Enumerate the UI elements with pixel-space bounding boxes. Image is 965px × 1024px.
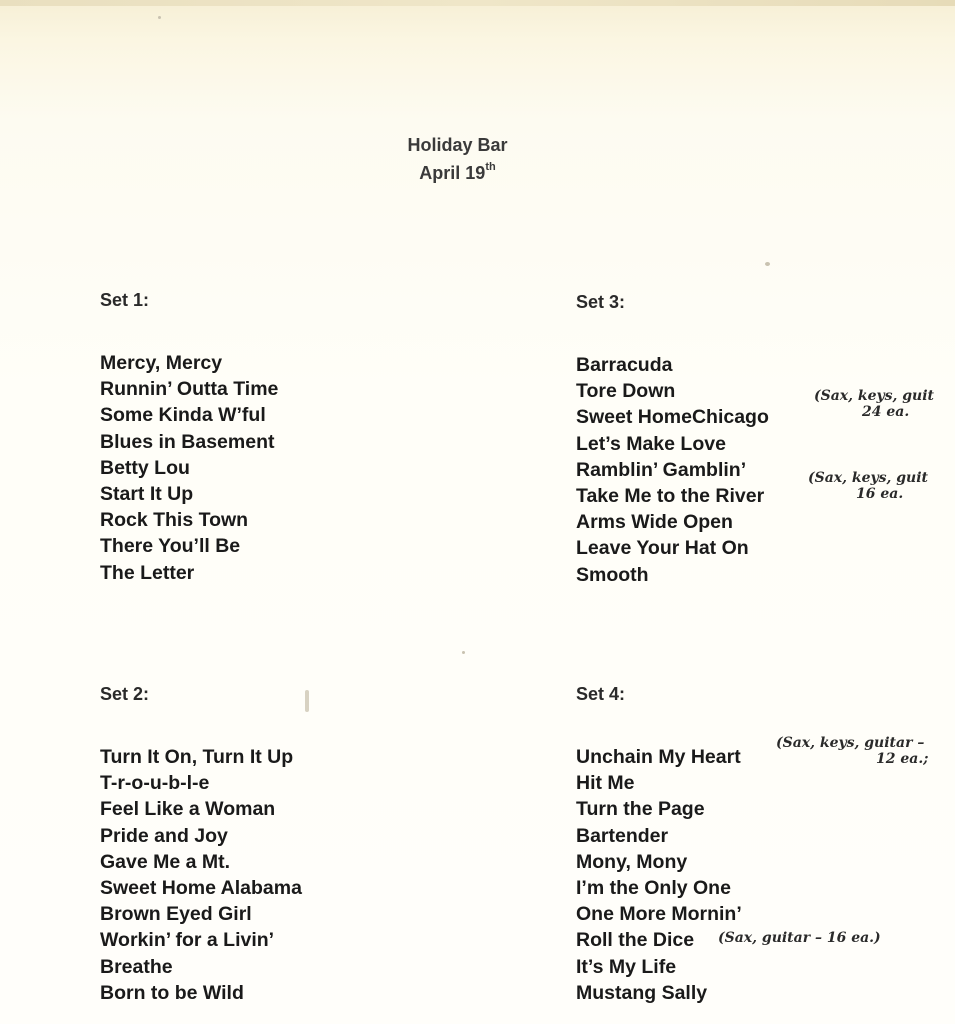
song-item: Pride and Joy	[100, 824, 228, 847]
song-item	[576, 927, 881, 953]
set-3	[576, 290, 935, 588]
song-item: Arms Wide Open	[576, 511, 733, 534]
scan-margin	[955, 0, 965, 1024]
song-item: Workin’ for a Livin’	[100, 929, 275, 952]
song-item: There You’ll Be	[100, 535, 241, 558]
song-item: The Letter	[100, 561, 195, 584]
paper-speck	[462, 651, 465, 654]
paper-speck	[158, 16, 161, 19]
song-item: Brown Eyed Girl	[100, 903, 252, 926]
song-item: Turn It On, Turn It Up	[100, 746, 294, 768]
handwritten-note	[808, 470, 928, 502]
handwritten-note	[814, 388, 934, 420]
event-date-main: April 19	[419, 163, 486, 183]
set-4	[576, 682, 929, 1006]
set-2	[100, 682, 302, 1006]
note-line: (Sax, keys, guitar –	[776, 735, 925, 751]
song-title: Unchain My Heart	[576, 746, 741, 768]
song-item: Sweet Home Alabama	[100, 876, 302, 899]
song-item: It’s My Life	[576, 955, 677, 978]
set-title: Set 2:	[100, 684, 150, 704]
song-item: Start It Up	[100, 482, 194, 505]
paper-speck	[765, 262, 770, 266]
song-item: Barracuda	[576, 354, 673, 376]
event-date	[340, 157, 575, 185]
song-item: Tore Down	[576, 380, 676, 403]
paper-smudge	[305, 690, 309, 712]
venue-title: Holiday Bar	[407, 135, 508, 155]
set-1	[100, 288, 278, 586]
set-title: Set 4:	[576, 684, 626, 704]
song-item: Feel Like a Woman	[100, 798, 276, 821]
song-list	[100, 350, 278, 586]
song-item: T-r-o-u-b-l-e	[100, 772, 210, 795]
song-list	[100, 744, 302, 1006]
paper-top-edge	[0, 0, 955, 6]
song-item: Mustang Sally	[576, 981, 708, 1004]
song-list	[576, 352, 935, 588]
note-line: 16 ea.	[856, 485, 904, 502]
note-line: 24 ea.	[862, 404, 910, 421]
song-item: Born to be Wild	[100, 981, 244, 1004]
song-item: Rock This Town	[100, 509, 249, 532]
note-line: (Sax, keys, guit	[808, 469, 929, 486]
song-item: Some Kinda W’ful	[100, 404, 266, 427]
song-item: Smooth	[576, 563, 649, 586]
song-item: I’m the Only One	[576, 876, 731, 899]
song-title: Roll the Dice	[576, 929, 695, 952]
note-line: (Sax, keys, guit	[814, 388, 935, 405]
song-item	[576, 735, 929, 770]
song-item: One More Mornin’	[576, 903, 742, 926]
song-item: Betty Lou	[100, 456, 190, 479]
song-item: Mony, Mony	[576, 850, 688, 873]
song-item: Mercy, Mercy	[100, 352, 223, 374]
song-item: Breathe	[100, 955, 173, 978]
song-title: Take Me to the River	[576, 484, 765, 507]
set-title: Set 1:	[100, 290, 150, 310]
page-header	[340, 133, 575, 185]
handwritten-note: (Sax, guitar – 16 ea.)	[718, 930, 881, 947]
song-item: Bartender	[576, 824, 669, 847]
song-item: Runnin’ Outta Time	[100, 378, 279, 401]
note-line: 12 ea.;	[876, 751, 929, 767]
handwritten-note	[776, 735, 928, 767]
song-item: Hit Me	[576, 772, 635, 795]
song-list	[576, 735, 929, 1006]
song-item: Let’s Make Love	[576, 432, 726, 455]
song-item: Blues in Basement	[100, 430, 275, 453]
song-item: Turn the Page	[576, 798, 705, 821]
song-item: Leave Your Hat On	[576, 537, 749, 560]
song-title: Sweet HomeChicago	[576, 406, 769, 429]
event-date-suffix: th	[485, 161, 496, 173]
song-item: Ramblin’ Gamblin’	[576, 458, 747, 481]
song-item: Gave Me a Mt.	[100, 850, 231, 873]
set-title: Set 3:	[576, 292, 626, 312]
